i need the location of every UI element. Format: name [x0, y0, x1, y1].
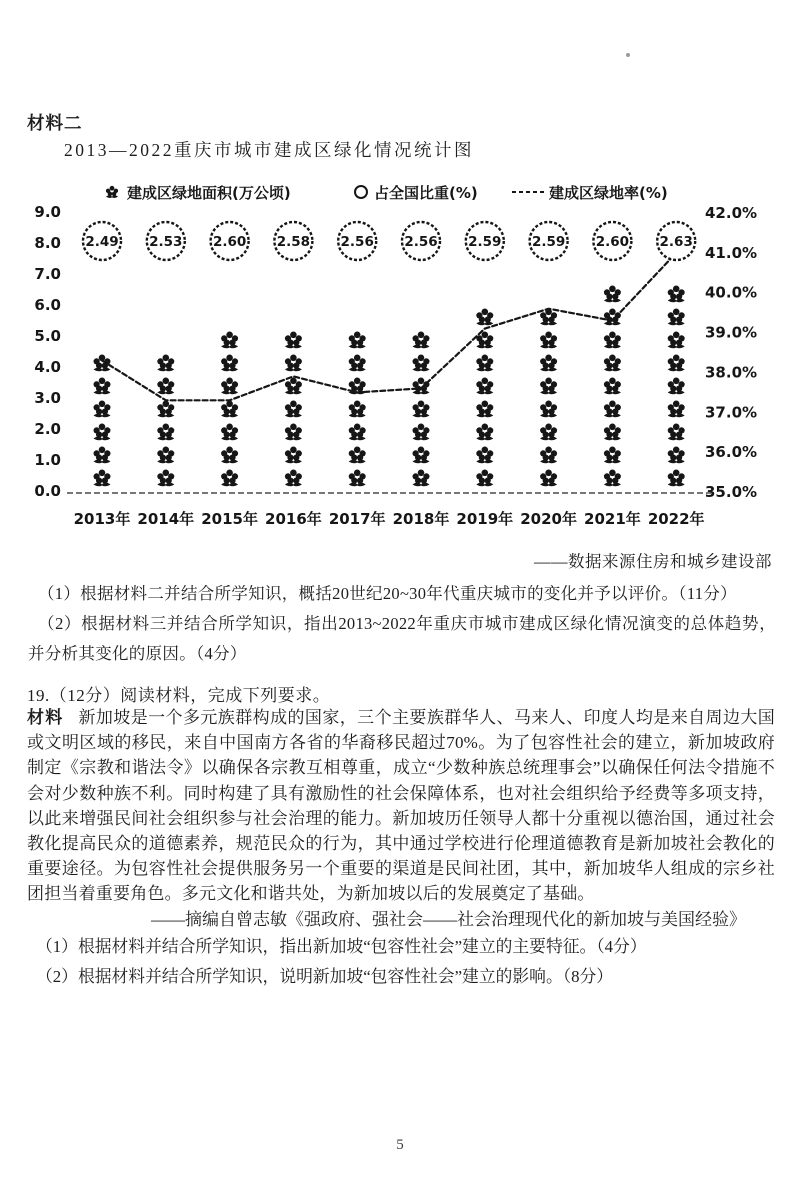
green-area-flower-columns [94, 286, 685, 487]
material-label: 材料 [27, 708, 64, 727]
svg-text:1.0: 1.0 [34, 451, 61, 469]
svg-text:2014年: 2014年 [137, 510, 195, 528]
national-share-circles [83, 222, 695, 260]
material-text: 新加坡是一个多元族群构成的国家，三个主要族群华人、马来人、印度人均是来自周边大国或文明区域的移民，来自中国南方各省的华裔移民超过70%。为了包容性社会的建立，新加坡政府制定《宗教和谐法令》以确保各宗教互相尊重，成立“少数种族总统理事会”以确保任何法令措施不会对少数种族不利。同时构建了具有激励性的社会保障体系，也对社会组织给予经费等多项支持，以此来增强民间社会组织参与社会治理的能力。新加坡历任领导人都十分重视以德治国，通过社会教化提高民众的道德素养，规范民众的行为，其中通过学校进行伦理道德教育是新加坡社会教化的重要途径。为包容性社会提供服务另一个重要的渠道是民间社团，其中，新加坡华人组成的宗乡社团担当着重要角色。多元文化和谐共处，为新加坡以后的发展奠定了基础。 [27, 708, 776, 904]
svg-text:36.0%: 36.0% [705, 443, 758, 462]
share-point-2021年 [593, 222, 631, 260]
flower-column-2015年 [221, 332, 238, 487]
share-point-2016年 [274, 222, 312, 260]
flower-column-2013年 [94, 355, 111, 487]
share-point-2018年 [402, 222, 440, 260]
material2-label: 材料二 [27, 113, 83, 133]
flower-icon [106, 186, 118, 198]
flower-column-2014年 [157, 355, 174, 487]
svg-text:2021年: 2021年 [584, 510, 641, 528]
svg-text:42.0%: 42.0% [705, 204, 758, 222]
flower-column-2017年 [349, 332, 366, 487]
svg-text:41.0%: 41.0% [705, 243, 758, 262]
svg-text:38.0%: 38.0% [705, 363, 758, 382]
svg-text:2.0: 2.0 [34, 420, 61, 438]
svg-text:9.0: 9.0 [34, 203, 61, 221]
flower-column-2020年 [540, 309, 557, 487]
svg-text:2.59: 2.59 [531, 234, 566, 250]
material2-question-2: （2）根据材料三并结合所学知识，指出2013~2022年重庆市城市建成区绿化情况演变的总体趋势，并分析其变化的原因。（4分） [28, 614, 776, 663]
share-point-2019年 [466, 222, 504, 260]
svg-text:2.49: 2.49 [85, 234, 119, 250]
svg-text:2020年: 2020年 [520, 510, 577, 528]
svg-text:2022年: 2022年 [647, 510, 705, 528]
svg-text:2.58: 2.58 [276, 234, 311, 250]
green-rate-line [102, 253, 676, 400]
left-axis-labels [34, 203, 61, 500]
svg-text:2.59: 2.59 [468, 234, 502, 250]
question19-material-paragraph [27, 705, 775, 907]
svg-text:39.0%: 39.0% [705, 323, 758, 342]
right-axis-labels [705, 204, 757, 501]
svg-text:2018年: 2018年 [392, 510, 450, 528]
legend-label-green-rate: 建成区绿地率(%) [549, 184, 668, 202]
share-point-2013年 [83, 222, 121, 260]
svg-text:2017年: 2017年 [328, 510, 386, 528]
share-point-2017年 [338, 222, 376, 260]
question19-question-1: （1）根据材料并结合所学知识，指出新加坡“包容性社会”建立的主要特征。（4分） [36, 937, 647, 956]
svg-text:2.60: 2.60 [212, 234, 247, 250]
share-point-2022年 [657, 222, 695, 260]
question19-header: 19.（12分）阅读材料，完成下列要求。 [27, 686, 331, 705]
svg-text:5.0: 5.0 [34, 327, 61, 345]
share-point-2014年 [147, 222, 185, 260]
greening-statistics-chart [15, 172, 785, 540]
material2-question-1: （1）根据材料二并结合所学知识，概括20世纪20~30年代重庆城市的变化并予以评价。（11分） [38, 584, 737, 603]
svg-text:2013年: 2013年 [73, 510, 131, 528]
question19-attribution: ——摘编自曾志敏《强政府、强社会——社会治理现代化的新加坡与美国经验》 [151, 910, 746, 929]
svg-text:8.0: 8.0 [34, 234, 61, 252]
svg-text:2.53: 2.53 [149, 234, 183, 250]
svg-text:40.0%: 40.0% [705, 283, 758, 302]
share-point-2015年 [211, 222, 249, 260]
x-axis-year-labels [74, 510, 705, 528]
question19-question-2: （2）根据材料并结合所学知识，说明新加坡“包容性社会”建立的影响。（8分） [36, 967, 614, 986]
share-point-2020年 [530, 222, 568, 260]
svg-text:2016年: 2016年 [265, 510, 322, 528]
svg-text:7.0: 7.0 [34, 265, 61, 283]
flower-column-2022年 [668, 286, 685, 487]
circle-icon [355, 186, 367, 198]
svg-text:0.0: 0.0 [34, 482, 61, 500]
svg-text:2.63: 2.63 [659, 234, 693, 250]
chart-legend [106, 184, 668, 202]
svg-text:35.0%: 35.0% [705, 482, 758, 501]
svg-text:3.0: 3.0 [34, 389, 61, 407]
svg-text:2019年: 2019年 [456, 510, 514, 528]
legend-label-national-share: 占全国比重(%) [374, 184, 478, 202]
chart-data-source: ——数据来源住房和城乡建设部 [534, 552, 772, 571]
svg-text:2.60: 2.60 [595, 234, 630, 250]
chart-title: 2013—2022重庆市城市建成区绿化情况统计图 [64, 140, 474, 160]
svg-text:6.0: 6.0 [34, 296, 61, 314]
scan-artifact-dot [626, 53, 630, 57]
svg-text:2.56: 2.56 [340, 234, 374, 250]
legend-label-green-area: 建成区绿地面积(万公顷) [127, 184, 291, 202]
flower-column-2016年 [285, 332, 302, 487]
svg-text:4.0: 4.0 [34, 358, 61, 376]
svg-text:37.0%: 37.0% [705, 403, 758, 422]
svg-text:2015年: 2015年 [201, 510, 258, 528]
page-number: 5 [396, 1137, 404, 1153]
flower-column-2018年 [413, 332, 430, 487]
svg-text:2.56: 2.56 [404, 234, 438, 250]
